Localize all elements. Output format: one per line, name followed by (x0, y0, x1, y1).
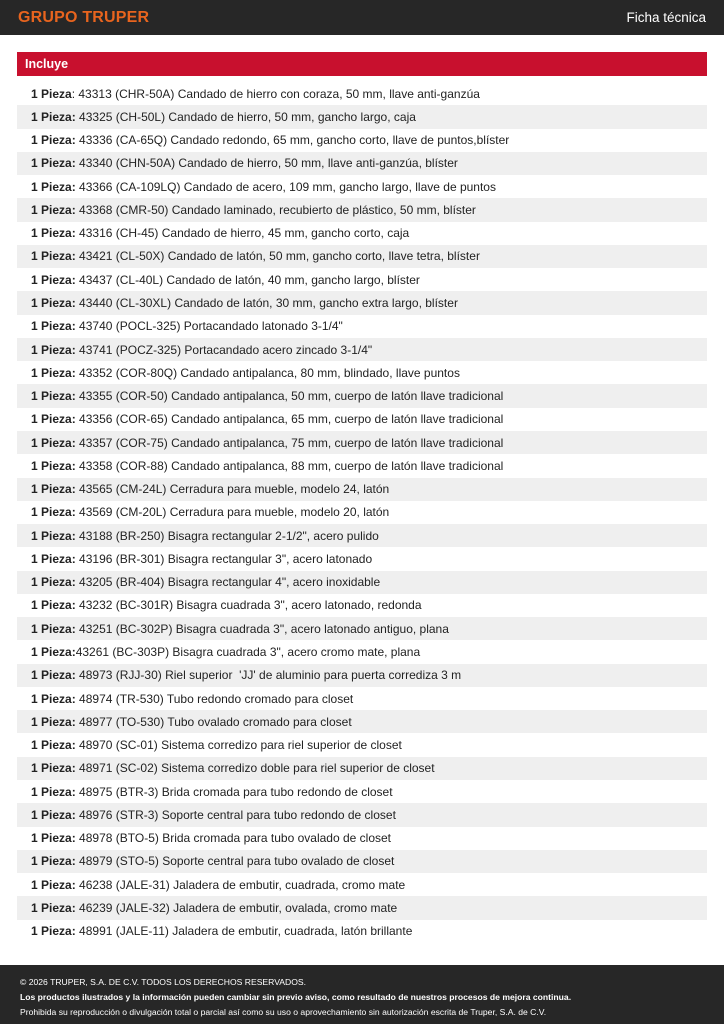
item-quantity: 1 Pieza: (31, 272, 76, 287)
item-quantity: 1 Pieza: (31, 877, 76, 892)
item-quantity: 1 Pieza: (31, 133, 76, 148)
item-description: 43356 (COR-65) Candado antipalanca, 65 mm, cuerpo de latón llave tradicional (79, 412, 504, 427)
item-description: 48976 (STR-3) Soporte central para tubo redondo de closet (79, 807, 396, 822)
list-item (17, 664, 707, 687)
list-item (17, 129, 707, 152)
item-quantity: 1 Pieza: (31, 389, 76, 404)
item-description: 43740 (POCL-325) Portacandado latonado 3-1/4" (79, 319, 343, 334)
footer-legal: Prohibida su reproducción o divulgación total o parcial así como su uso o aprovechamiento sin autorización escrita de Truper, S.A. de C.V. (20, 1007, 547, 1017)
page-header (0, 0, 724, 35)
item-description: 43313 (CHR-50A) Candado de hierro con coraza, 50 mm, llave anti-ganzúa (78, 86, 480, 101)
item-description: 48979 (STO-5) Soporte central para tubo ovalado de closet (79, 854, 395, 869)
item-quantity: 1 Pieza: (31, 528, 76, 543)
item-description: 43440 (CL-30XL) Candado de latón, 30 mm, gancho extra largo, blíster (79, 296, 458, 311)
item-description: 43358 (COR-88) Candado antipalanca, 88 mm, cuerpo de latón llave tradicional (79, 458, 504, 473)
list-item (17, 571, 707, 594)
item-quantity: 1 Pieza: (31, 598, 76, 613)
list-item (17, 82, 707, 105)
item-quantity: 1 Pieza: (31, 691, 76, 706)
list-item (17, 291, 707, 314)
item-quantity: 1 Pieza: (31, 714, 76, 729)
item-description: 48977 (TO-530) Tubo ovalado cromado para closet (79, 714, 352, 729)
item-quantity: 1 Pieza: (31, 365, 76, 380)
list-item (17, 268, 707, 291)
list-item (17, 245, 707, 268)
item-quantity: 1 Pieza: (31, 668, 76, 683)
item-quantity: 1 Pieza: (31, 854, 76, 869)
item-description: 43196 (BR-301) Bisagra rectangular 3", acero latonado (79, 551, 373, 566)
item-description: 43741 (POCZ-325) Portacandado acero zincado 3-1/4" (79, 342, 373, 357)
item-quantity: 1 Pieza (31, 86, 72, 101)
item-description: 43565 (CM-24L) Cerradura para mueble, modelo 24, latón (79, 482, 390, 497)
item-quantity: 1 Pieza: (31, 761, 76, 776)
item-quantity: 1 Pieza: (31, 482, 76, 497)
list-item (17, 315, 707, 338)
list-item (17, 617, 707, 640)
list-item (17, 547, 707, 570)
items-list (17, 82, 707, 943)
list-item (17, 757, 707, 780)
item-description: 43352 (COR-80Q) Candado antipalanca, 80 mm, blindado, llave puntos (79, 365, 460, 380)
page-footer (0, 965, 724, 1024)
item-description: 48971 (SC-02) Sistema corredizo doble para riel superior de closet (79, 761, 435, 776)
list-item (17, 384, 707, 407)
header-title: Ficha técnica (626, 10, 706, 25)
list-item (17, 431, 707, 454)
brand-logo: GRUPO TRUPER (18, 8, 150, 26)
item-quantity: 1 Pieza: (31, 412, 76, 427)
item-quantity: 1 Pieza: (31, 179, 76, 194)
item-quantity: 1 Pieza: (31, 342, 76, 357)
item-description: 43569 (CM-20L) Cerradura para mueble, modelo 20, latón (79, 505, 390, 520)
item-quantity: 1 Pieza: (31, 156, 76, 171)
list-item (17, 827, 707, 850)
section-title: Incluye (17, 52, 707, 76)
list-item (17, 361, 707, 384)
list-item (17, 850, 707, 873)
item-description: 48975 (BTR-3) Brida cromada para tubo redondo de closet (79, 784, 393, 799)
list-item (17, 594, 707, 617)
item-separator: : (71, 86, 79, 101)
item-quantity: 1 Pieza: (31, 924, 76, 939)
item-quantity: 1 Pieza: (31, 296, 76, 311)
footer-notice: Los productos ilustrados y la información pueden cambiar sin previo aviso, como resultado de nuestros procesos de mejora continua. (20, 992, 572, 1002)
item-description: 43368 (CMR-50) Candado laminado, recubierto de plástico, 50 mm, blíster (79, 202, 476, 217)
item-quantity: 1 Pieza: (31, 202, 76, 217)
list-item (17, 478, 707, 501)
item-quantity: 1 Pieza: (31, 738, 76, 753)
item-description: 48970 (SC-01) Sistema corredizo para riel superior de closet (79, 738, 402, 753)
item-description: 43355 (COR-50) Candado antipalanca, 50 mm, cuerpo de latón llave tradicional (79, 389, 504, 404)
item-quantity: 1 Pieza: (31, 458, 76, 473)
item-quantity: 1 Pieza: (31, 575, 76, 590)
item-description: 43357 (COR-75) Candado antipalanca, 75 mm, cuerpo de latón llave tradicional (79, 435, 504, 450)
item-quantity: 1 Pieza: (31, 435, 76, 450)
item-description: 43366 (CA-109LQ) Candado de acero, 109 mm, gancho largo, llave de puntos (79, 179, 496, 194)
item-quantity: 1 Pieza: (31, 551, 76, 566)
item-description: 43336 (CA-65Q) Candado redondo, 65 mm, gancho corto, llave de puntos,blíster (79, 133, 510, 148)
list-item (17, 501, 707, 524)
item-description: 43232 (BC-301R) Bisagra cuadrada 3", acero latonado, redonda (79, 598, 422, 613)
item-description: 43205 (BR-404) Bisagra rectangular 4", acero inoxidable (79, 575, 381, 590)
list-item (17, 175, 707, 198)
item-description: 43421 (CL-50X) Candado de latón, 50 mm, gancho corto, llave tetra, blíster (79, 249, 480, 264)
item-quantity: 1 Pieza: (31, 807, 76, 822)
item-quantity: 1 Pieza: (31, 831, 76, 846)
includes-section (17, 52, 707, 943)
list-item (17, 524, 707, 547)
item-quantity: 1 Pieza: (31, 249, 76, 264)
list-item (17, 152, 707, 175)
list-item (17, 222, 707, 245)
item-quantity: 1 Pieza: (31, 645, 76, 659)
item-description: 46239 (JALE-32) Jaladera de embutir, ovalada, cromo mate (79, 900, 398, 915)
list-item (17, 803, 707, 826)
list-item (17, 710, 707, 733)
list-item (17, 338, 707, 361)
item-quantity: 1 Pieza: (31, 505, 76, 520)
list-item (17, 780, 707, 803)
list-item (17, 198, 707, 221)
list-item (17, 408, 707, 431)
item-quantity: 1 Pieza: (31, 109, 76, 124)
item-description: 43340 (CHN-50A) Candado de hierro, 50 mm, llave anti-ganzúa, blíster (79, 156, 458, 171)
list-item (17, 873, 707, 896)
item-description: 48974 (TR-530) Tubo redondo cromado para closet (79, 691, 354, 706)
item-quantity: 1 Pieza: (31, 319, 76, 334)
item-quantity: 1 Pieza: (31, 621, 76, 636)
item-description: 48991 (JALE-11) Jaladera de embutir, cuadrada, latón brillante (79, 924, 413, 939)
list-item (17, 105, 707, 128)
item-quantity: 1 Pieza: (31, 900, 76, 915)
list-item (17, 733, 707, 756)
item-description: 43188 (BR-250) Bisagra rectangular 2-1/2", acero pulido (79, 528, 379, 543)
list-item (17, 454, 707, 477)
list-item (17, 640, 707, 663)
item-description: 43261 (BC-303P) Bisagra cuadrada 3", acero cromo mate, plana (75, 645, 421, 659)
item-description: 48978 (BTO-5) Brida cromada para tubo ovalado de closet (79, 831, 392, 846)
item-description: 43251 (BC-302P) Bisagra cuadrada 3", acero latonado antiguo, plana (79, 621, 449, 636)
item-description: 43437 (CL-40L) Candado de latón, 40 mm, gancho largo, blíster (79, 272, 420, 287)
item-quantity: 1 Pieza: (31, 784, 76, 799)
list-item (17, 920, 707, 943)
item-description: 43316 (CH-45) Candado de hierro, 45 mm, gancho corto, caja (79, 226, 410, 241)
item-description: 46238 (JALE-31) Jaladera de embutir, cuadrada, cromo mate (79, 877, 406, 892)
item-description: 43325 (CH-50L) Candado de hierro, 50 mm, gancho largo, caja (79, 109, 416, 124)
list-item (17, 896, 707, 919)
footer-copyright: © 2026 TRUPER, S.A. DE C.V. TODOS LOS DERECHOS RESERVADOS. (20, 977, 307, 987)
item-quantity: 1 Pieza: (31, 226, 76, 241)
list-item (17, 687, 707, 710)
item-description: 48973 (RJJ-30) Riel superior 'JJ' de aluminio para puerta corrediza 3 m (79, 668, 462, 683)
